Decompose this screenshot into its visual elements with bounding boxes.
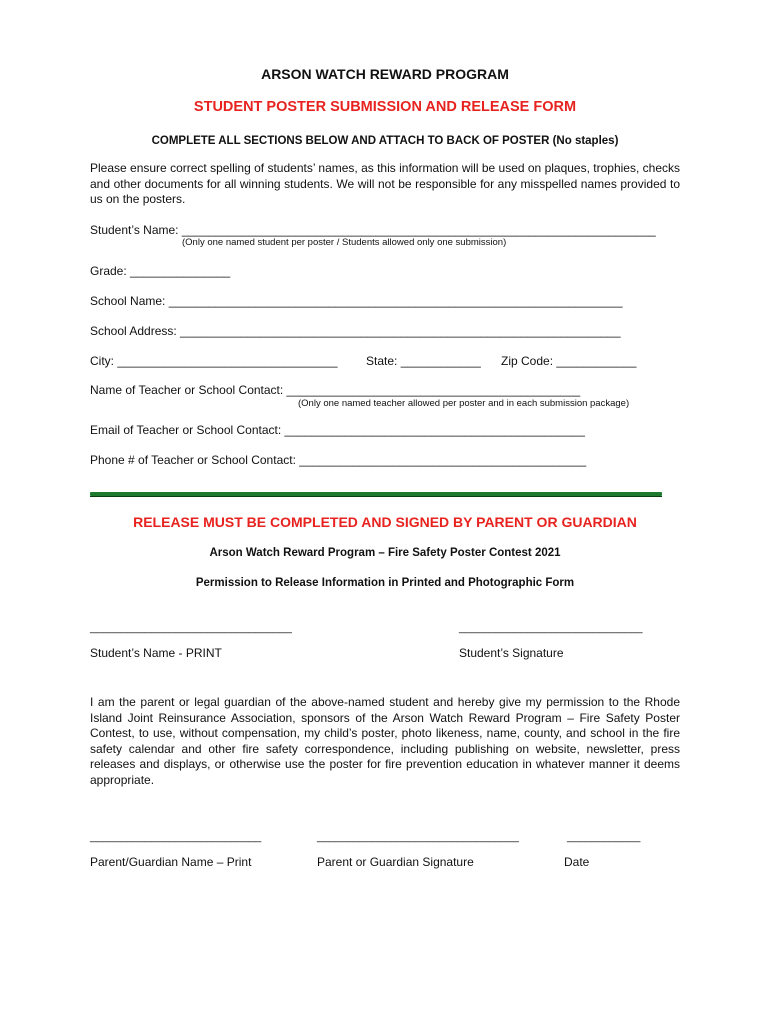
student-signature-label: Student’s Signature	[459, 646, 564, 660]
date-line[interactable]: ____________	[567, 831, 641, 843]
school-address-field[interactable]: School Address: __________________________________________________________________	[90, 324, 621, 338]
permission-title: Permission to Release Information in Printed and Photographic Form	[195, 577, 575, 589]
student-name-field[interactable]: Student’s Name: _______________________________________________________________________	[90, 223, 656, 237]
student-signature-line[interactable]: ______________________________	[459, 622, 643, 634]
teacher-name-note: (Only one named teacher allowed per poster and in each submission package)	[298, 398, 630, 409]
teacher-name-field[interactable]: Name of Teacher or School Contact: ____________________________________________	[90, 383, 581, 397]
zip-field[interactable]: Zip Code: ____________	[501, 354, 637, 368]
section-divider	[90, 492, 662, 496]
release-title: RELEASE MUST BE COMPLETED AND SIGNED BY PARENT OR GUARDIAN	[133, 514, 637, 530]
contest-title: Arson Watch Reward Program – Fire Safety Poster Contest 2021	[209, 547, 561, 559]
grade-field[interactable]: Grade: _______________	[90, 264, 231, 278]
teacher-email-field[interactable]: Email of Teacher or School Contact: _____________________________________________	[90, 423, 585, 437]
student-name-print-line[interactable]: _________________________________	[90, 622, 292, 634]
release-paragraph: I am the parent or legal guardian of the above-named student and hereby give my permission to the Rhode Island Joint Reinsurance Association, sponsors of the Arson Watch Reward Program – Fire Safety Poster Contest, to use, without compensation, my child’s poster, photo likeness, name, county, and school in the fire safety calendar and other fire safety correspondence, including publishing on website, newsletter, press releases and displays, or otherwise use the poster for fire prevention education in whatever manner it deems appropriate.	[90, 695, 680, 787]
program-title: ARSON WATCH REWARD PROGRAM	[261, 66, 509, 82]
school-name-field[interactable]: School Name: ____________________________________________________________________	[90, 294, 623, 308]
instructions: COMPLETE ALL SECTIONS BELOW AND ATTACH TO BACK OF POSTER (No staples)	[151, 135, 619, 147]
date-label: Date	[564, 855, 590, 869]
parent-signature-label: Parent or Guardian Signature	[317, 855, 474, 869]
form-title: STUDENT POSTER SUBMISSION AND RELEASE FORM	[193, 99, 577, 115]
intro-paragraph: Please ensure correct spelling of students’ names, as this information will be used on plaques, trophies, checks and other documents for all winning students. We will not be responsible for any misspelled names provided to us on the posters.	[90, 161, 680, 206]
parent-name-print-line[interactable]: ____________________________	[90, 831, 262, 843]
parent-name-print-label: Parent/Guardian Name – Print	[90, 855, 252, 869]
teacher-phone-field[interactable]: Phone # of Teacher or School Contact: ___________________________________________	[90, 453, 587, 467]
state-field[interactable]: State: ____________	[366, 354, 481, 368]
city-field[interactable]: City: _________________________________	[90, 354, 338, 368]
student-name-print-label: Student’s Name - PRINT	[90, 646, 222, 660]
parent-signature-line[interactable]: _________________________________	[317, 831, 519, 843]
student-name-note: (Only one named student per poster / Students allowed only one submission)	[182, 237, 507, 248]
